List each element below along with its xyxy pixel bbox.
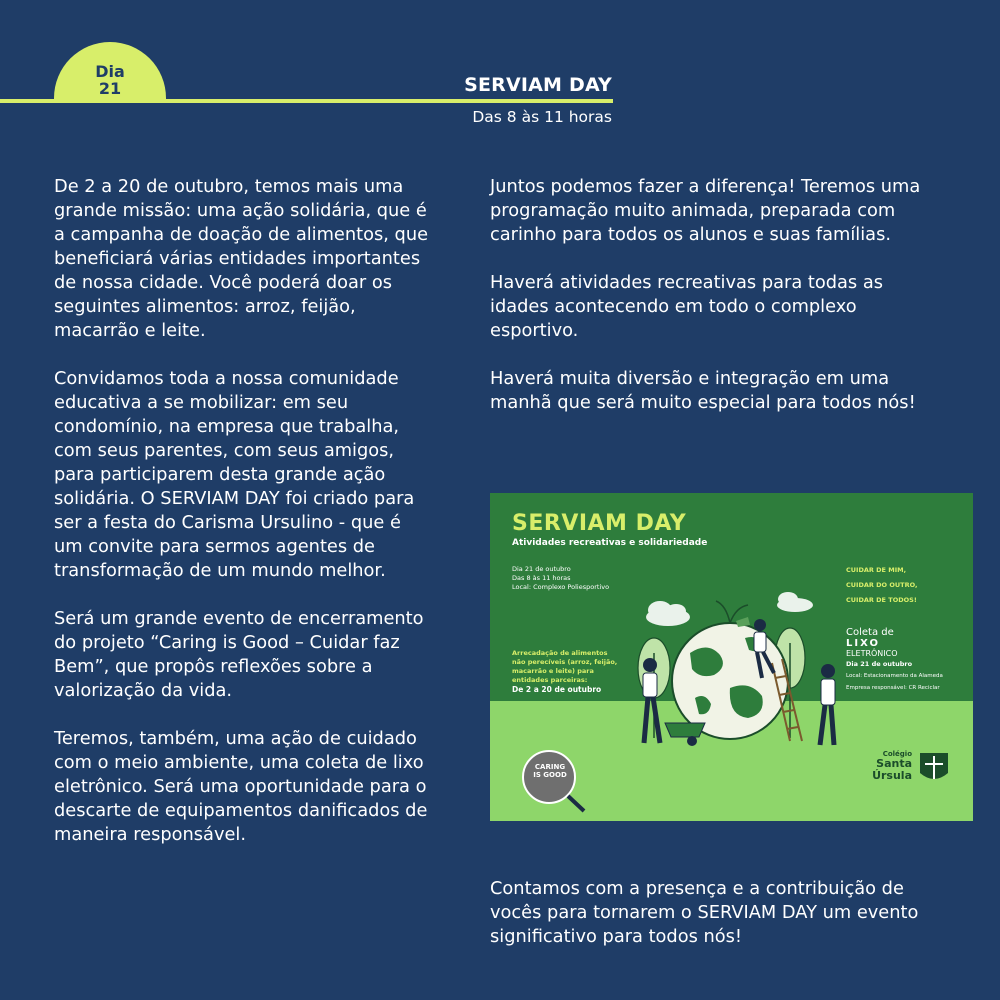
paragraph-activities: Haverá atividades recreativas para todas as idades acontecendo em todo o complexo esportivo. bbox=[490, 272, 883, 341]
left-column bbox=[54, 175, 434, 871]
school-crest-icon bbox=[920, 753, 948, 779]
globe-icon bbox=[672, 623, 788, 739]
paragraph-invitation: Convidamos toda a nossa comunidade educativa a se mobilizar: em seu condomínio, na empresa que trabalha, com seus parentes, com seus amigos, para participarem desta grande ação solidária. O SERVIAM DAY foi criado para ser a festa do Carisma Ursulino - que é um convite para sermos agentes de transformação de um mundo melhor. bbox=[54, 368, 415, 581]
event-time: Das 8 às 11 horas bbox=[472, 108, 612, 126]
right-column bbox=[490, 175, 930, 439]
school-logo bbox=[872, 750, 912, 782]
poster-info bbox=[512, 565, 609, 592]
event-poster bbox=[490, 493, 973, 821]
paragraph-ewaste: Teremos, também, uma ação de cuidado com o meio ambiente, uma coleta de lixo eletrônico. Será uma oportunidade para o descarte de equipamentos danificados de maneira responsável. bbox=[54, 728, 428, 845]
paragraph-together: Juntos podemos fazer a diferença! Teremos uma programação muito animada, preparada com carinho para todos os alunos e suas famílias. bbox=[490, 176, 921, 245]
school-line3: Úrsula bbox=[872, 769, 912, 782]
poster-info-date: Dia 21 de outubro bbox=[512, 565, 571, 573]
poster-subtitle: Atividades recreativas e solidariedade bbox=[512, 538, 708, 548]
poster-ewaste-block bbox=[846, 627, 943, 692]
ewaste-line2: LIXO bbox=[846, 638, 880, 649]
school-line2: Santa bbox=[876, 757, 912, 770]
food-dates: De 2 a 20 de outubro bbox=[512, 685, 602, 694]
poster-info-time: Das 8 às 11 horas bbox=[512, 574, 571, 582]
ewaste-line3: ELETRÔNICO bbox=[846, 649, 898, 658]
day-badge-number: 21 bbox=[98, 79, 122, 98]
poster-food-drive bbox=[512, 649, 617, 694]
food-line: Arrecadação de alimentos bbox=[512, 649, 608, 657]
closing-paragraph: Contamos com a presença e a contribuição de vocês para tornarem o SERVIAM DAY um evento significativo para todos nós! bbox=[490, 878, 919, 947]
person-icon bbox=[820, 664, 835, 745]
food-line: entidades parceiras: bbox=[512, 676, 588, 684]
caring-logo-text: CARING IS GOOD bbox=[533, 763, 567, 779]
care-line: CUIDAR DE MIM, bbox=[846, 566, 907, 574]
paragraph-project: Será um grande evento de encerramento do projeto “Caring is Good – Cuidar faz Bem”, que propôs reflexões sobre a valorização da vida. bbox=[54, 608, 424, 701]
poster-title: SERVIAM DAY bbox=[512, 511, 687, 536]
ewaste-place: Local: Estacionamento da Alameda bbox=[846, 673, 943, 679]
care-line: CUIDAR DE TODOS! bbox=[846, 596, 917, 604]
poster-care-slogan bbox=[846, 563, 917, 608]
food-line: macarrão e leite) para bbox=[512, 667, 594, 675]
paragraph-fun: Haverá muita diversão e integração em uma manhã que será muito especial para todos nós! bbox=[490, 368, 916, 413]
ewaste-line1: Coleta de bbox=[846, 627, 894, 638]
ewaste-date: Dia 21 de outubro bbox=[846, 660, 913, 668]
day-badge-label: Dia bbox=[95, 62, 125, 81]
event-title: SERVIAM DAY bbox=[464, 74, 612, 96]
caring-is-good-logo bbox=[523, 751, 584, 811]
food-line: não perecíveis (arroz, feijão, bbox=[512, 658, 618, 666]
poster-info-location: Local: Complexo Poliesportivo bbox=[512, 583, 610, 591]
ewaste-company: Empresa responsável: CR Reciclar bbox=[846, 685, 940, 691]
paragraph-campaign: De 2 a 20 de outubro, temos mais uma grande missão: uma ação solidária, que é a campanha de doação de alimentos, que beneficiará várias entidades importantes de nossa cidade. Você poderá doar os seguintes alimentos: arroz, feijão, macarrão e leite. bbox=[54, 176, 429, 341]
day-badge bbox=[54, 42, 166, 100]
school-line1: Colégio bbox=[882, 750, 912, 758]
care-line: CUIDAR DO OUTRO, bbox=[846, 581, 918, 589]
